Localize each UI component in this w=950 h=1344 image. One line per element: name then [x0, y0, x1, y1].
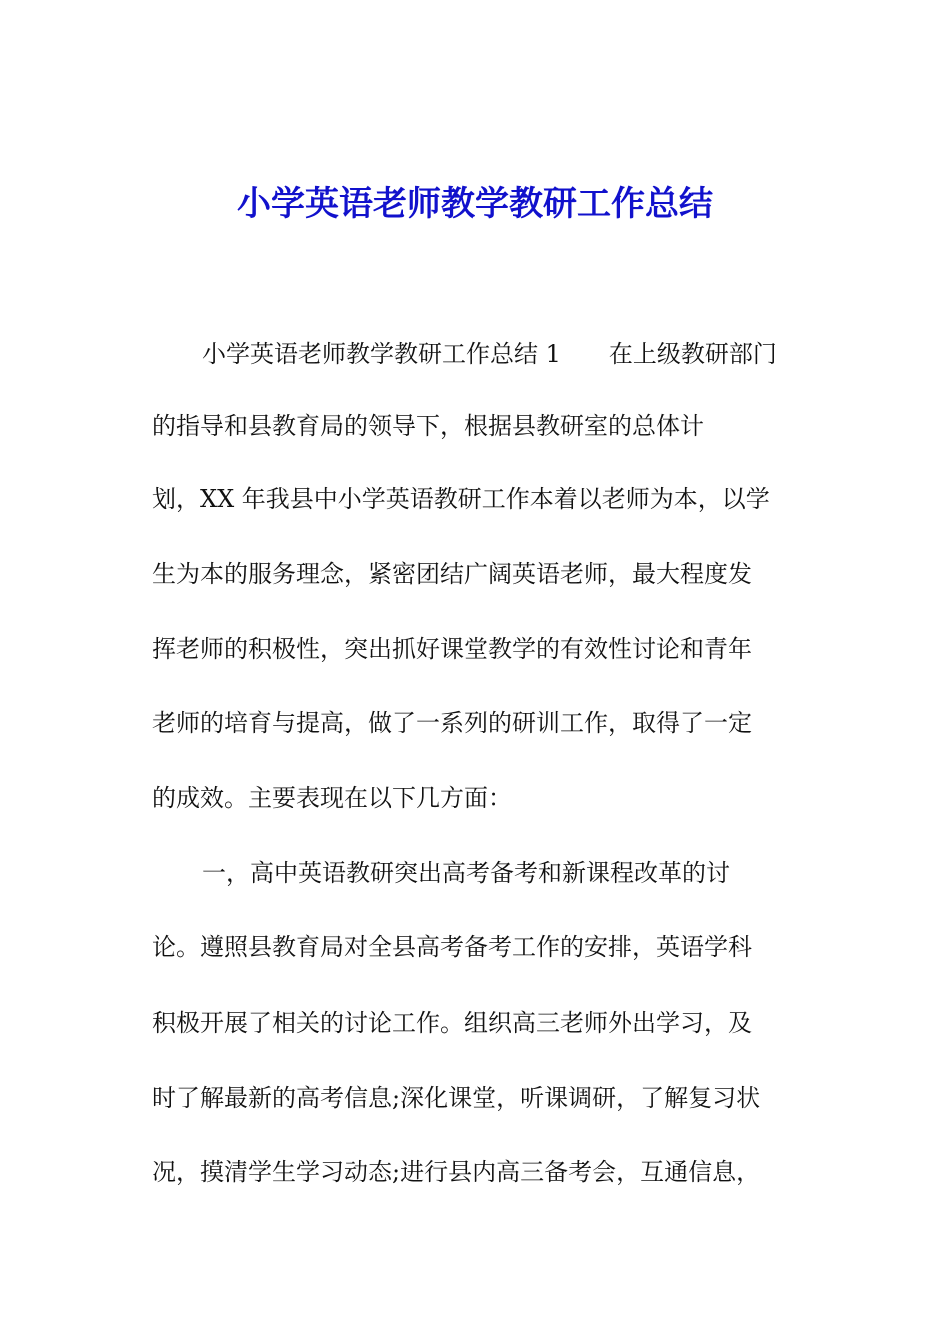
paragraph-2-line-2: 论。遵照县教育局对全县高考备考工作的安排，英语学科 — [152, 933, 752, 961]
document-title: 小学英语老师教学教研工作总结 — [237, 184, 713, 224]
paragraph-1-line-6: 老师的培育与提高，做了一系列的研训工作，取得了一定 — [152, 709, 752, 737]
paragraph-2-line-3: 积极开展了相关的讨论工作。组织高三老师外出学习，及 — [152, 1009, 752, 1037]
paragraph-2-line-5: 况，摸清学生学习动态;进行县内高三备考会，互通信息， — [152, 1158, 761, 1186]
paragraph-1-line-1 — [202, 337, 777, 371]
paragraph-2-line-4: 时了解最新的高考信息;深化课堂，听课调研，了解复习状 — [152, 1084, 761, 1112]
paragraph-1-line-7: 的成效。主要表现在以下几方面： — [152, 784, 512, 812]
paragraph-1-line-3: 划，XX 年我县中小学英语教研工作本着以老师为本，以学 — [152, 485, 770, 513]
paragraph-1-line-5: 挥老师的积极性，突出抓好课堂教学的有效性讨论和青年 — [152, 635, 752, 663]
paragraph-1-line-2: 的指导和县教育局的领导下，根据县教研室的总体计 — [152, 412, 704, 440]
section-heading: 小学英语老师教学教研工作总结 1 — [202, 340, 561, 368]
paragraph-text: 在上级教研部门 — [608, 340, 777, 368]
paragraph-2-line-1: 一，高中英语教研突出高考备考和新课程改革的讨 — [202, 859, 730, 887]
paragraph-1-line-4: 生为本的服务理念，紧密团结广阔英语老师，最大程度发 — [152, 560, 752, 588]
